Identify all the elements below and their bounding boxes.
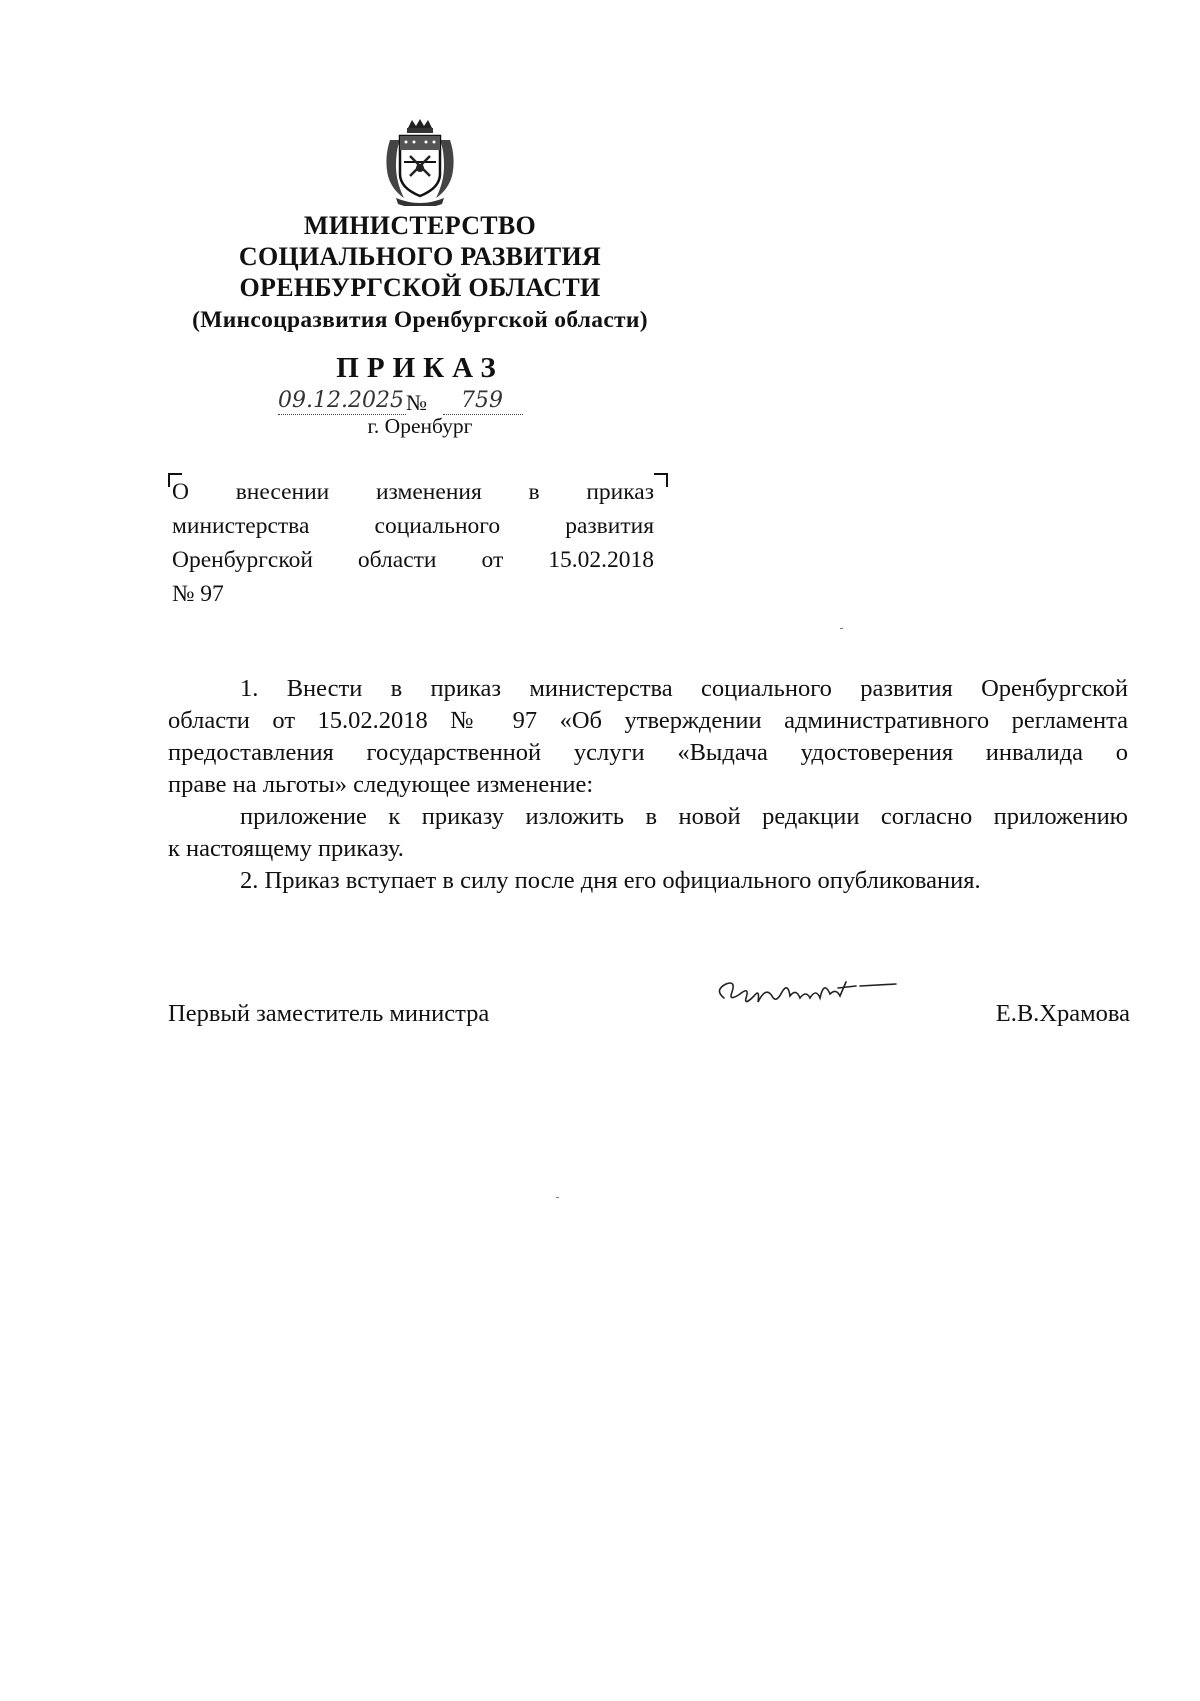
order-title-line: Оренбургской области от 15.02.2018: [172, 547, 654, 573]
paragraph-1-line: области от 15.02.2018 № 97 «Об утверждении административного регламента: [168, 707, 1128, 734]
order-title-line: № 97: [172, 581, 224, 607]
ministry-short-name: (Минсоцразвития Оренбургской области): [192, 307, 648, 333]
ministry-name-line-2: СОЦИАЛЬНОГО РАЗВИТИЯ: [238, 242, 602, 271]
handwritten-date: 09.12.2025: [278, 388, 404, 413]
paragraph-2-line: приложение к приказу изложить в новой редакции согласно приложению: [240, 803, 1128, 830]
handwritten-signature: [710, 968, 900, 1016]
city: г. Оренбург: [367, 414, 473, 438]
ministry-name-line-3: ОРЕНБУРГСКОЙ ОБЛАСТИ: [239, 273, 601, 302]
paragraph-1-line: праве на льготы» следующее изменение:: [168, 771, 594, 798]
document-type: ПРИКАЗ: [336, 352, 504, 384]
ministry-name-line-1: МИНИСТЕРСТВО: [303, 211, 537, 240]
signatory-role: Первый заместитель министра: [168, 1000, 490, 1027]
order-body: [168, 673, 1128, 897]
scan-speck: [840, 628, 843, 629]
handwritten-number: 759: [461, 388, 503, 413]
number-sign: №: [406, 390, 427, 415]
scan-speck: [556, 1197, 559, 1198]
paragraph-3: 2. Приказ вступает в силу после дня его официального опубликования.: [240, 867, 981, 894]
order-title-line: министерства социального развития: [172, 513, 654, 539]
order-title-line: О внесении изменения в приказ: [172, 479, 654, 505]
paragraph-1-line: 1. Внести в приказ министерства социального развития Оренбургской: [240, 675, 1128, 702]
signatory-name: Е.В.Храмова: [995, 1000, 1130, 1027]
order-title: [172, 475, 654, 611]
title-corner-right: [654, 473, 668, 487]
coat-of-arms-icon: [382, 118, 458, 206]
paragraph-2-line: к настоящему приказу.: [168, 835, 404, 862]
paragraph-1-line: предоставления государственной услуги «Выдача удостоверения инвалида о: [168, 739, 1128, 766]
